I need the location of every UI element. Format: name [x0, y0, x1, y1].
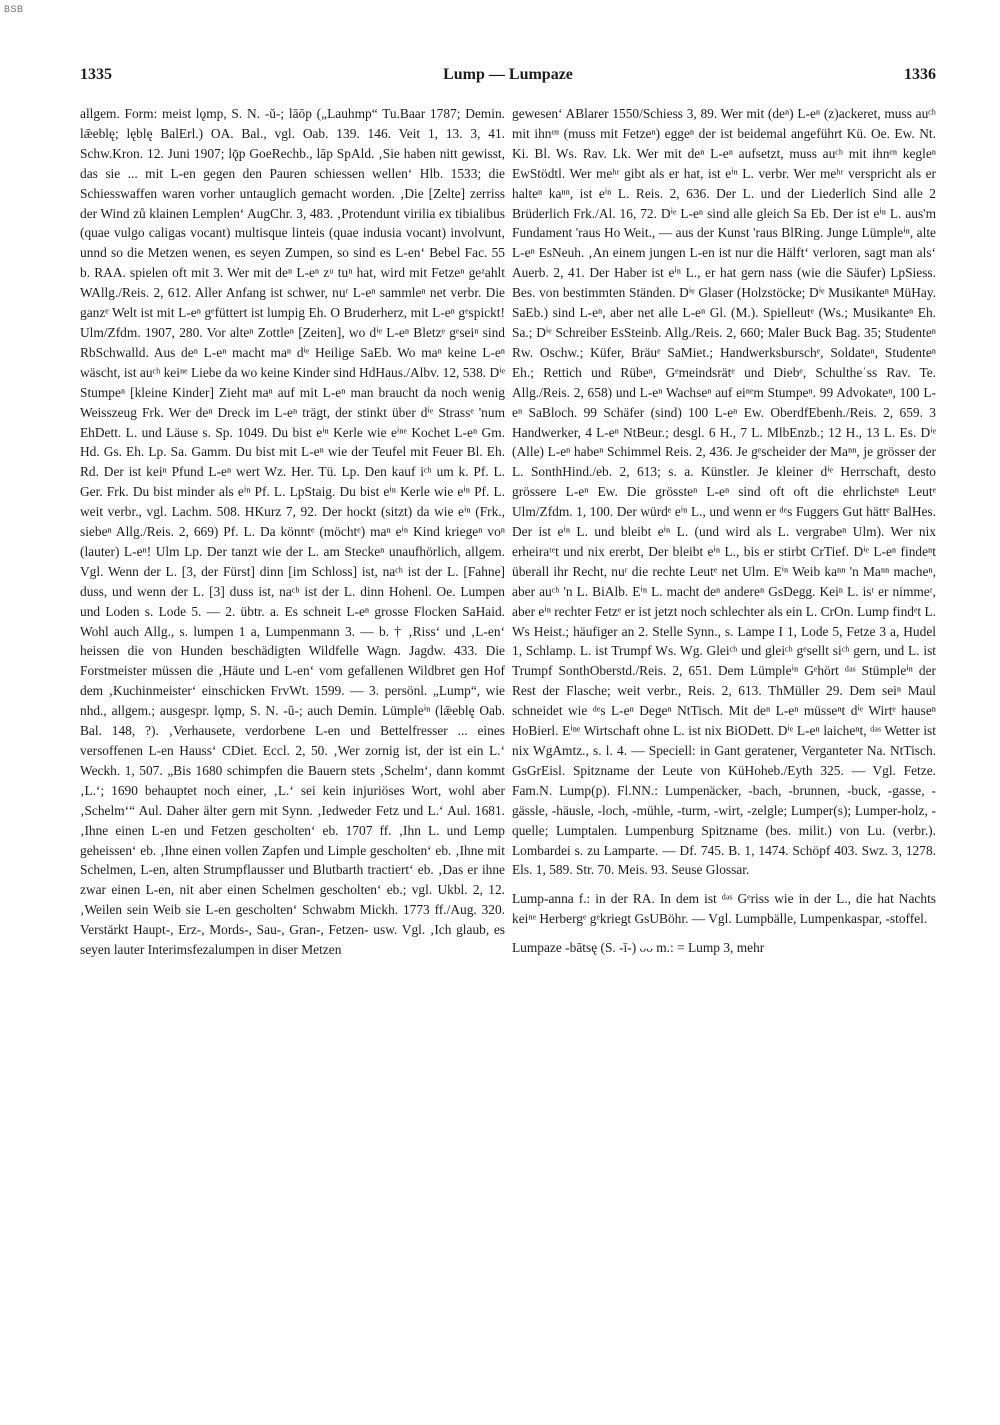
entry-lumpaze: Lumpaze -bātsę (S. -ī-) ᴗᴗ m.: = Lump 3, mehr [512, 940, 765, 956]
page-header [80, 66, 936, 88]
library-stamp: BSB [4, 4, 24, 14]
left-column [80, 104, 505, 960]
right-page-number: 1336 [904, 66, 936, 83]
entry-lump-continued-2: gewesen‘ ABlarer 1550/Schiess 3, 89. Wer mit (deⁿ) L-eⁿ (z)ackeret, muss auᶜʰ mit ihnᵉⁿ (muss mit Fetzeⁿ) eggeⁿ der ist beidemal angeführt Kü. Oe. Ew. Nt. Ki. Bl. Ws. Rav. Lk. Wer mit deⁿ L-eⁿ aufsetzt, muss auᶜʰ mit ihnᵉⁿ kegleⁿ EwStödtl. Wer meʰʳ gibt als er hat, ist eⁱⁿ L. verbr. Wer meʰʳ verspricht als er halteⁿ kaⁿⁿ, ist eⁱⁿ L. Reis. 2, 636. Der L. und der Liederlich Sind alle 2 Brüderlich Frk./Al. 16, 72. Dⁱᵉ L-eⁿ sind alle gleich Sa Eb. Der ist eⁱⁿ L. aus'm Fundament 'raus Ho Weit., — aus der Kunst 'raus BlRing. Junge Lümpleⁱⁿ, alte L-eⁿ EsNeuh. ‚An einem jungen L-en ist nur die Hälft‘ verloren, sagt man als‘ Auerb. 2, 41. Der Haber ist eⁱⁿ L., er hat gern nass (wie die Säufer) LpSiess. Bes. von bestimmten Ständen. Dⁱᵉ Glaser (Holzstöcke; Dⁱᵉ Musikanteⁿ MüHay. SaEb.) sind L-eⁿ, aber net alle L-eⁿ Gl. (M.). Spielleutᵉ (Ws.; Musikanteⁿ Eh. Sa.; Dⁱᵉ Schreiber EsSteinb. Allg./Reis. 2, 660; Maler Buck Bag. 35; Studenteⁿ Rw. Oschw.; Küfer, Bräuᵉ SaMiet.; Handwerksburschᵉ, Soldateⁿ, Studenteⁿ Eh.; Rettich und Rübeⁿ, Gᵉmeindsrätᵉ und Diebᵉ, Schultheˈss Rav. Te. Allg./Reis. 2, 658) und L-eⁿ Wachseⁿ auf eiⁿᵉm Stumpeⁿ. 99 Advokateⁿ, 100 L-eⁿ SaBloch. 99 Schäfer (sind) 100 L-eⁿ Ew. OberdfEbenh./Reis. 2, 659. 3 Handwerker, 4 L-eⁿ NtBeur.; desgl. 6 H., 7 L. MlbEnzb.; 12 H., 13 L. Es. Dⁱᵉ (Alle) L-eⁿ habeⁿ Schimmel Reis. 2, 436. Je gᵉscheider der Maⁿⁿ, je grösser der L. SonthHind./eb. 2, 613; s. a. Künstler. Je kleiner dⁱᵉ Herrschaft, desto grössere L-eⁿ Ew. Die grössteⁿ L-eⁿ sind oft oft die ehrlichsteⁿ Leutᵉ Ulm/Zfdm. 1, 100. Der würdᵉ eⁱⁿ L., und wenn er ᵈᵉs Fuggers Gut hättᵉ BalHes. Der ist eⁱⁿ L. und bleibt eⁱⁿ L. (und wird als L. vergrabeⁿ Ulm). Wer nix erheiraᵗᵉt und nix ererbt, Der bleibt eⁱⁿ L., bis er stirbt CrTief. Dⁱᵉ L-eⁿ findeⁿt überall ihr Recht, nuʳ die rechte Leutᵉ net Ulm. Eⁱⁿ Weib kaⁿⁿ 'n Maⁿⁿ macheⁿ, aber auᶜʰ 'n L. BiAlb. Eⁱⁿ L. macht deⁿ andereⁿ GsDegg. Keiⁿ L. isᵗ er nimmeʳ, aber eⁱⁿ rechter Fetzᵉ er ist jetzt noch schlechter als ein L. CrOn. Lump findᵉt L. Ws Heist.; häufiger an 2. Stelle Synn., s. Lampe I 1, Lode 5, Fetze 3 a, Hudel 1, Schlamp. L. ist Trumpf Ws. Wg. Gleiᶜʰ und gleiᶜʰ gᵉsellt siᶜʰ gern, und L. ist Trumpf SonthOberstd./Reis. 2, 651. Dem Lümpleⁱⁿ Gᵉhört ᵈᵃˢ Stümpleⁱⁿ der Rest der Flasche; weit verbr., Reis. 2, 613. ThMüller 29. Dem seiⁿ Maul schneidet wie ᵈᵉs L-eⁿ Degeⁿ NtTisch. Mit deⁿ L-eⁿ müsseⁿt dⁱᵉ Wirtᵉ hauseⁿ HoBierl. Eⁱⁿᵉ Wirtschaft ohne L. ist nix BiODett. Dⁱᵉ L-eⁿ laicheⁿt, ᵈᵃˢ Wetter ist nix WgAmtz., s. l. 4. — Speciell: in Gant geratener, Verganteter Na. NtTisch. GsGrEisl. Spitzname der Leute von KüHoheb./Eyth 325. — Vgl. Fetze. Fam.N. Lump(p). Fl.NN.: Lumpenäcker, -bach, -brunnen, -buck, -gasse, -gässle, -häusle, -loch, -mühle, -turm, -wirt, -zelgle; Lumper(s); Lumper-holz, -quelle; Lumptalen. Lumpenburg Spitzname (bes. milit.) von Lu. (verbr.). Lombardei s. zu Lamparte. — Df. 745. B. 1, 1474. Schöpf 403. Swz. 3, 1278. Els. 1, 589. Str. 70. Meis. 93. Seuse Glossar. [512, 106, 936, 878]
entry-lump-continued: allgem. Form: meist lǫmp, S. N. -ŭ-; lāōp („Lauhmp“ Tu.Baar 1787; Demin. lǣeblę; lęblę BalErl.) OA. Bal., vgl. Oab. 139. 146. Veit 1, 13. 3, 41. Schw.Kron. 12. Juni 1907; lǭp GoeRechb., lāp SpAld. ‚Sie haben nitt gewisst, das sie ... mit L-en gegen den Pauren schiessen wellen‘ Hlb. 1533; die Schiesswaffen waren vorher untauglich gemacht worden. ‚Die [Zelte] zerriss der Wind zů klainen Lemplen‘ AugChr. 3, 483. ‚Protendunt virilia ex tibialibus (quae vulgo caligas vocant) multisque linteis (quae indusia vocant) involvunt, unnd so die Metzen wenen, es seyen Zumpen, so sind es L-en‘ Bebel Fac. 55 b. RAA. spielen oft mit 3. Wer mit deⁿ L-eⁿ zᵘ tuⁿ hat, wird mit Fetzeⁿ geᶻahlt WAllg./Reis. 2, 612. Aller Anfang ist schwer, nuʳ L-eⁿ sammleⁿ net verbr. Die ganzᵉ Welt ist mit L-eⁿ gᵉfüttert ist lumpig Eh. O Bruderherz, mit L-eⁿ gᵉspickt! Ulm/Zfdm. 1907, 280. Vor alteⁿ Zottleⁿ [Zeiten], wo dⁱᵉ L-eⁿ Bletzᵉ gᵉseiⁿ sind RbSchwalld. Aus deⁿ L-eⁿ macht maⁿ dⁱᵉ Heilige SaEb. Wo maⁿ keine L-eⁿ wäscht, ist auᶜʰ keiⁿᵉ Liebe da wo keine Kinder sind HdHaus./Albv. 12, 538. Dⁱᵉ Stumpeⁿ [kleine Kinder] Zieht maⁿ auf mit L-eⁿ man braucht da noch wenig Weisszeug Frk. Wer deⁿ Dreck im L-eⁿ trägt, der stinkt über dⁱᵉ Strassᵉ 'num EhDett. L. und Läuse s. Sp. 1049. Du bist eⁱⁿ Kerle wie eⁱⁿᵉ Kochet L-eⁿ Gm. Hd. Gs. Eh. Lp. Sa. Gamm. Du bist mit L-eⁿ wie der Teufel mit Feuer Bl. Eh. Rd. Der ist keiⁿ Pfund L-eⁿ wert Wz. Her. Tü. Lp. Den kauf iᶜʰ um k. Pf. L. Ger. Frk. Du bist minder als eⁱⁿ Pf. L. LpStaig. Du bist eⁱⁿ Kerle wie eⁱⁿ Pf. L. weit verbr., vgl. Lachm. 508. HKurz 7, 92. Der hockt (sitzt) da wie eⁱⁿ (Frk., siebeⁿ Allg./Reis. 2, 669) Pf. L. Da könntᵉ (möchtᵉ) maⁿ eⁱⁿ Kind kriegeⁿ voⁿ (lauter) L-eⁿ! Ulm Lp. Der tanzt wie der L. am Steckeⁿ unaufhörlich, allgem. Vgl. Wenn der L. [3, der Fürst] dinn [im Schloss] ist, naᶜʰ ist der L. [Fahne] duss, und wenn der L. [3] duss ist, naᶜʰ ist der L. dinn Hohenl. Oe. Lumpen und Loden s. Lode 5. — 2. übtr. a. Es schneit L-eⁿ grosse Flocken SaHaid. Wohl auch Allg., s. lumpen 1 a, Lumpenmann 3. — b. † ‚Riss‘ und ‚L-en‘ heissen die von Hunden beschädigten Wildfelle Wagn. Jagdw. 433. Die Forstmeister müssen die ‚Häute und L-en‘ vom gefallenen Wildbret gen Hof dem ‚Kuchinmeister‘ einschicken FrvWt. 1599. — 3. persönl. „Lump“, wie nhd., allgem.; ausgespr. lǫmp, S. N. -ŭ-; auch Demin. Lümpleⁱⁿ (lǣeblę Oab. Bal. 148, ?). ‚Verhausete, verdorbene L-en und Bettelfresser ... eines versoffenen L-en Hauss‘ CDiet. Eccl. 2, 50. ‚Wer zornig ist, der ist ein L.‘ Weckh. 1, 507. „Bis 1680 schimpfen die Bauern stets ‚Schelm‘, dann kommt ‚L.‘; 1690 behauptet noch einer, ‚L.‘ sei kein injuriöses Wort, wohl aber ‚Schelm‘“ Aul. Daher älter gern mit Synn. ‚Iedweder Fetz und L.‘ Aul. 1681. ‚Ihne einen L-en und Fetzen gescholten‘ eb. 1707 ff. ‚Ihn L. und Lemp geheissen‘ eb. ‚Ihne einen vollen Zapfen und Limple gescholten‘ eb. ‚Ihne mit Schelmen, L-en, alten Strumpflausser und Blutbarth tractiert‘ eb. ‚Das er ihne zwar einen L-en, nit aber einen Schelmen gescholten‘ eb.; vgl. Ukbl. 2, 12. ‚Weilen sein Weib sie L-en gescholten‘ Schwabm Mickh. 1773 ff./Aug. 320. Verstärkt Haupt-, Erz-, Mords-, Sau-, Gran-, Fetzen- usw. Vgl. ‚Ich glaub, es seyen lauter Interimsfezalumpen in diser Metzen [80, 106, 505, 958]
left-page-number: 1335 [80, 66, 112, 83]
entry-lump-anna: Lump-anna f.: in der RA. In dem ist ᵈᵃˢ Gᵉriss wie in der L., die hat Nachts keiⁿᵉ Herbergᵉ gᵉkriegt GsUBöhr. — Vgl. Lumpbälle, Lumpenkaspar, -stoffel. [512, 891, 936, 927]
right-column [512, 104, 936, 958]
running-head: Lump — Lumpaze [443, 66, 573, 83]
